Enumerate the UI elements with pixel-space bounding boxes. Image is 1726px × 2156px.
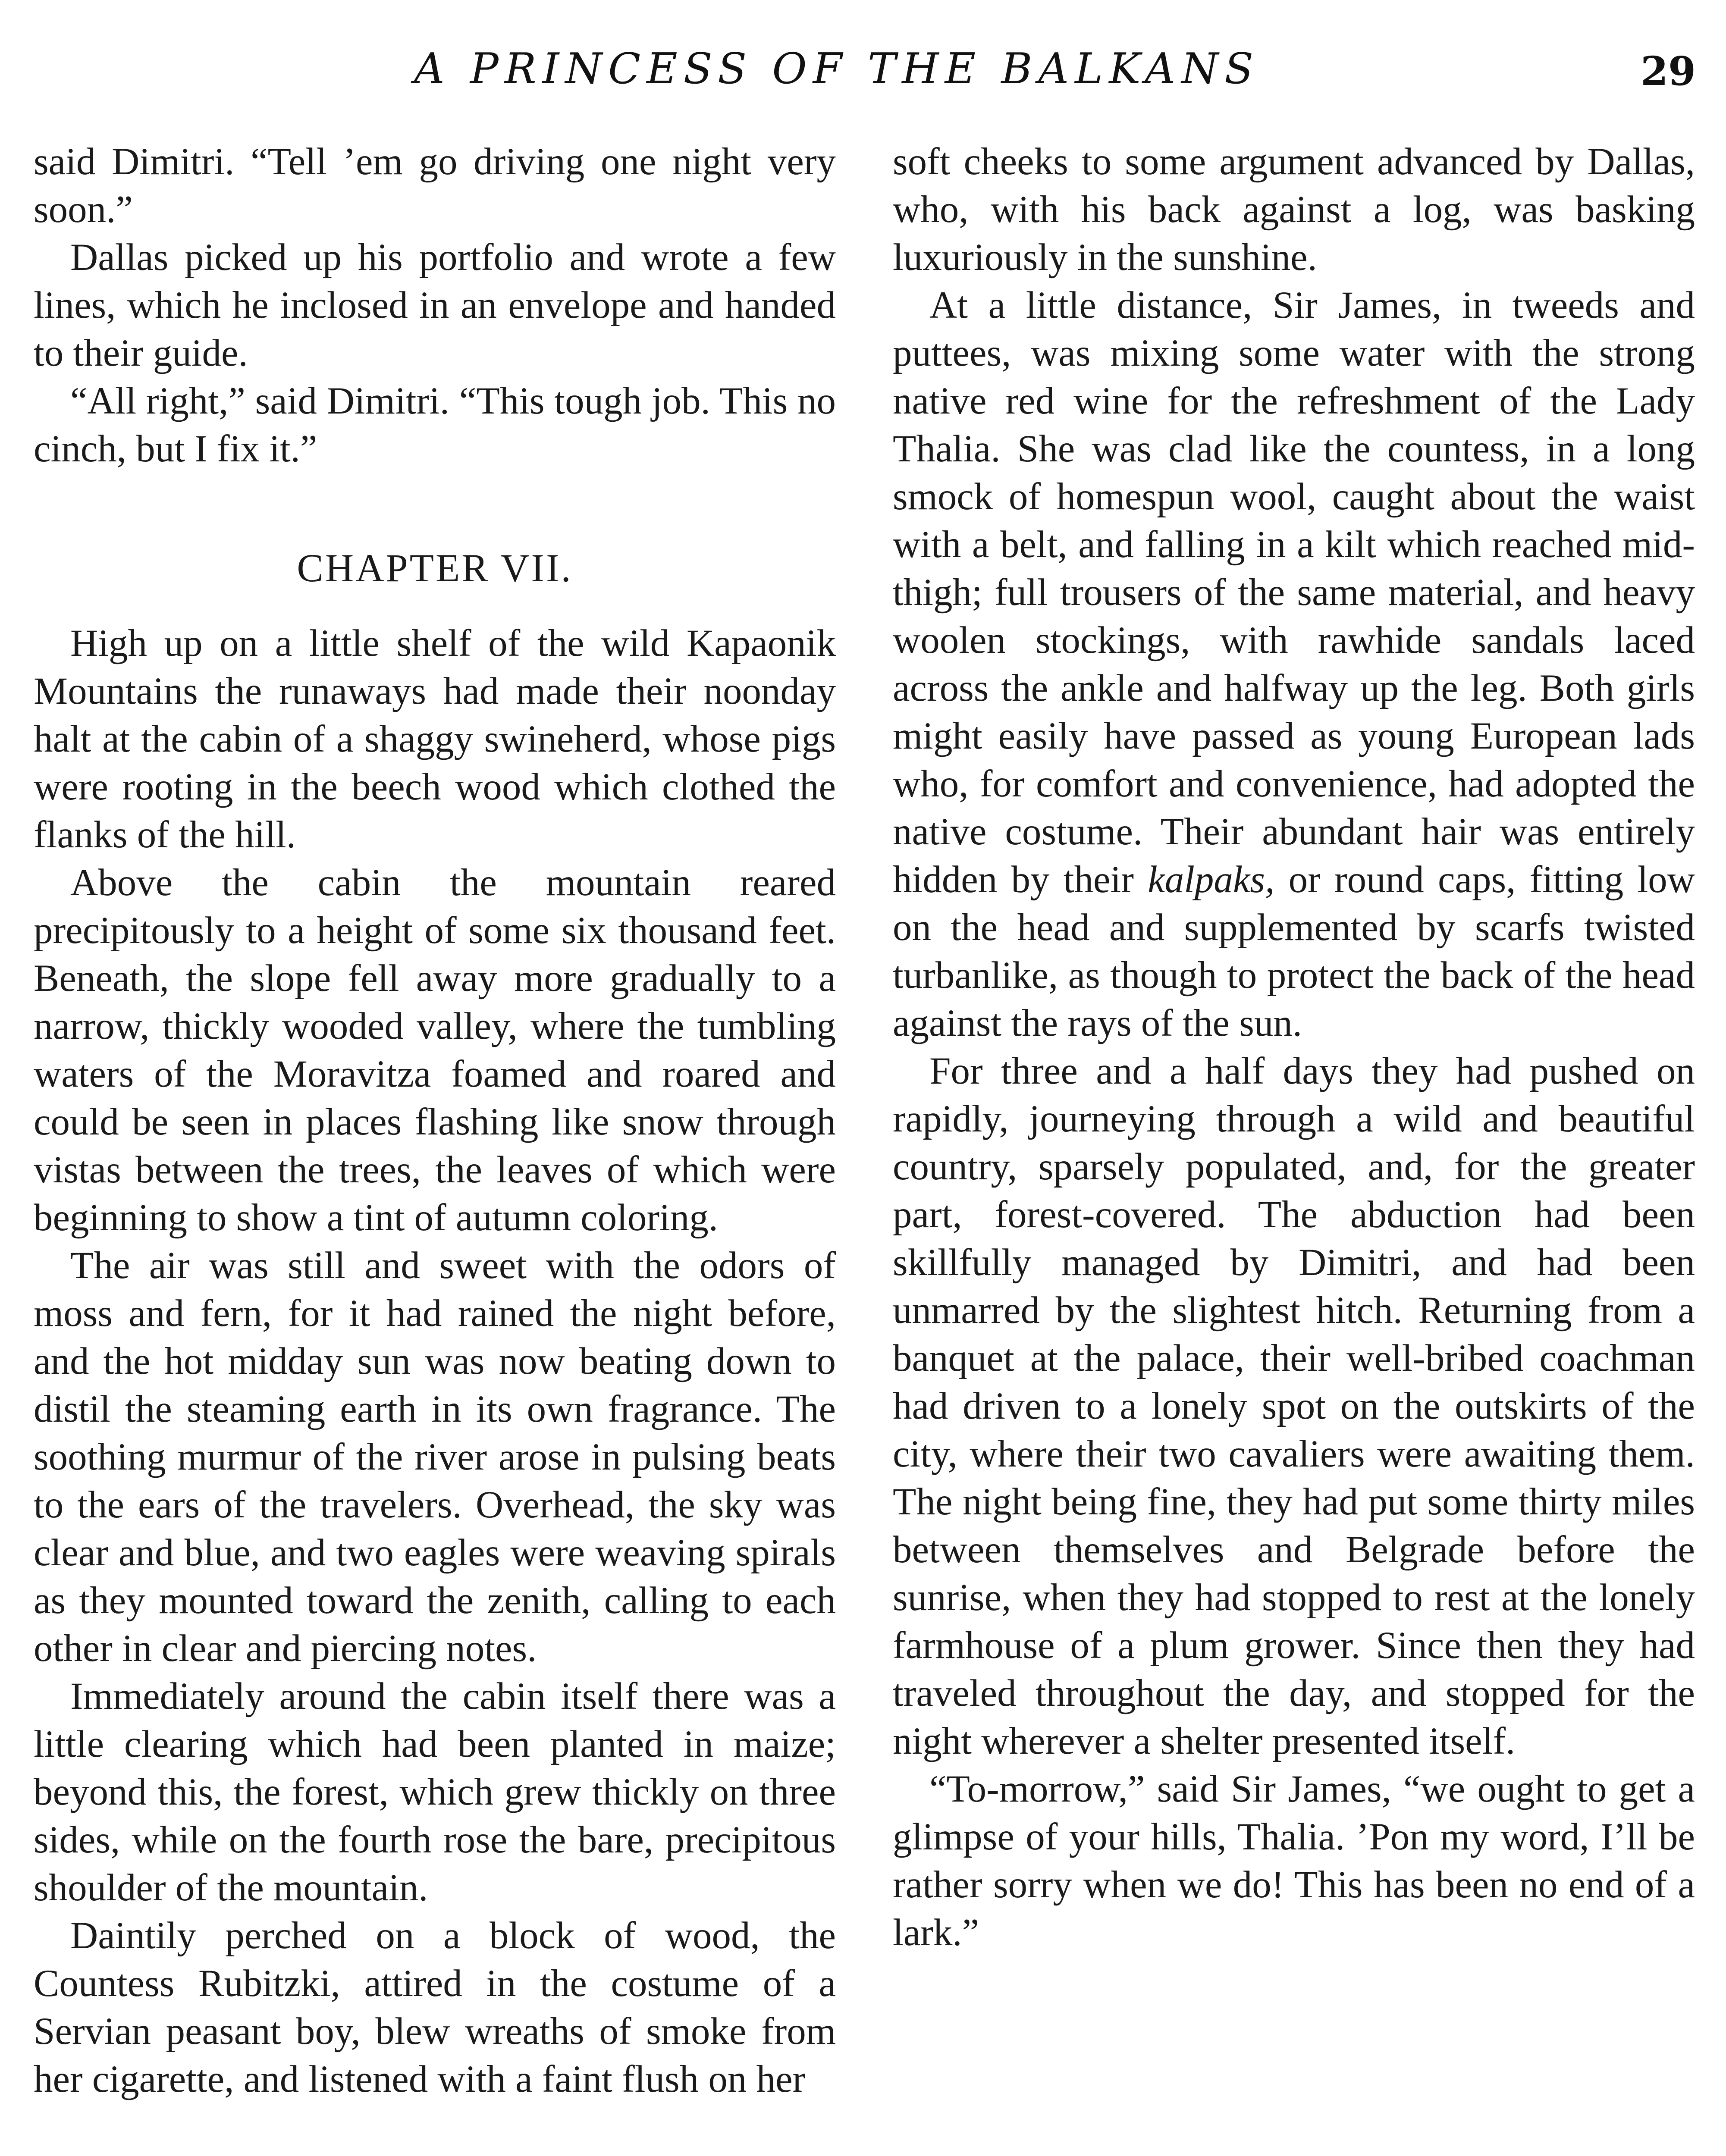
- paragraph: Immediately around the cabin itself there was a little clearing which had been planted in maize; beyond this, the forest, which grew thickly on three sides, while on the fourth rose the bare, precipitous shoulder of the mountain.: [34, 1675, 836, 1909]
- paragraph: High up on a little shelf of the wild Kapaonik Mountains the runaways had made their noonday halt at the cabin of a shaggy swineherd, whose pigs were rooting in the beech wood which clothed the flanks of the hill.: [34, 622, 836, 856]
- left-column: [34, 138, 836, 2103]
- paragraph: “To-morrow,” said Sir James, “we ought to get a glimpse of your hills, Thalia. ’Pon my word, I’ll be rather sorry when we do! This has been no end of a lark.”: [893, 1768, 1695, 1954]
- italic-term: kalpaks,: [1148, 859, 1275, 901]
- chapter-heading: CHAPTER VII.: [297, 546, 573, 590]
- paragraph: soft cheeks to some argument advanced by Dallas, who, with his back against a log, was basking luxuriously in the sunshine.: [893, 141, 1695, 279]
- paragraph: said Dimitri. “Tell ’em go driving one night very soon.”: [34, 141, 836, 231]
- paragraph: For three and a half days they had pushed on rapidly, journeying through a wild and beautiful country, sparsely populated, and, for the greater part, forest-covered. The abduction had been skillfully managed by Dimitri, and had been unmarred by the slightest hitch. Returning from a banquet at the palace, their well-bribed coachman had driven to a lonely spot on the outskirts of the city, where their two cavaliers were awaiting them. The night being fine, they had put some thirty miles between themselves and Belgrade before the sunrise, when they had stopped to rest at the lonely farmhouse of a plum grower. Since then they had traveled throughout the day, and stopped for the night wherever a shelter presented itself.: [893, 1050, 1695, 1762]
- paragraph: Dallas picked up his portfolio and wrote a few lines, which he inclosed in an envelope and handed to their guide.: [34, 236, 836, 374]
- running-title: A PRINCESS OF THE BALKANS: [414, 44, 1260, 94]
- paragraph: “All right,” said Dimitri. “This tough job. This no cinch, but I fix it.”: [34, 380, 836, 470]
- paragraph: [893, 282, 1695, 1047]
- page-header: [0, 41, 1726, 106]
- paragraph: The air was still and sweet with the odors of moss and fern, for it had rained the night before, and the hot midday sun was now beating down to distil the steaming earth in its own fragrance. The soothing murmur of the river arose in pulsing beats to the ears of the travelers. Overhead, the sky was clear and blue, and two eagles were weaving spirals as they mounted toward the zenith, calling to each other in clear and piercing notes.: [34, 1244, 836, 1670]
- paragraph-text: At a little distance, Sir James, in tweeds and puttees, was mixing some water with the strong native red wine for the refreshment of the Lady Thalia. She was clad like the countess, in a long smock of homespun wool, caught about the waist with a belt, and falling in a kilt which reached mid-thigh; full trousers of the same material, and heavy woolen stockings, with rawhide sandals laced across the ankle and halfway up the leg. Both girls might easily have passed as young European lads who, for comfort and convenience, had adopted the native costume. Their abundant hair was entirely hidden by their: [893, 284, 1695, 901]
- right-column: [893, 138, 1695, 1957]
- paragraph-text: or round caps, fitting low on the head and supplemented by scarfs twisted turbanlike, as though to protect the back of the head against the rays of the sun.: [893, 859, 1695, 1044]
- paragraph: Daintily perched on a block of wood, the Countess Rubitzki, attired in the costume of a Servian peasant boy, blew wreaths of smoke from her cigarette, and listened with a faint flush on her: [34, 1915, 836, 2100]
- paragraph: Above the cabin the mountain reared precipitously to a height of some six thousand feet. Beneath, the slope fell away more gradually to a narrow, thickly wooded valley, where the tumbling waters of the Moravitza foamed and roared and could be seen in places flashing like snow through vistas between the trees, the leaves of which were beginning to show a tint of autumn coloring.: [34, 862, 836, 1239]
- page-number: 29: [1640, 48, 1696, 94]
